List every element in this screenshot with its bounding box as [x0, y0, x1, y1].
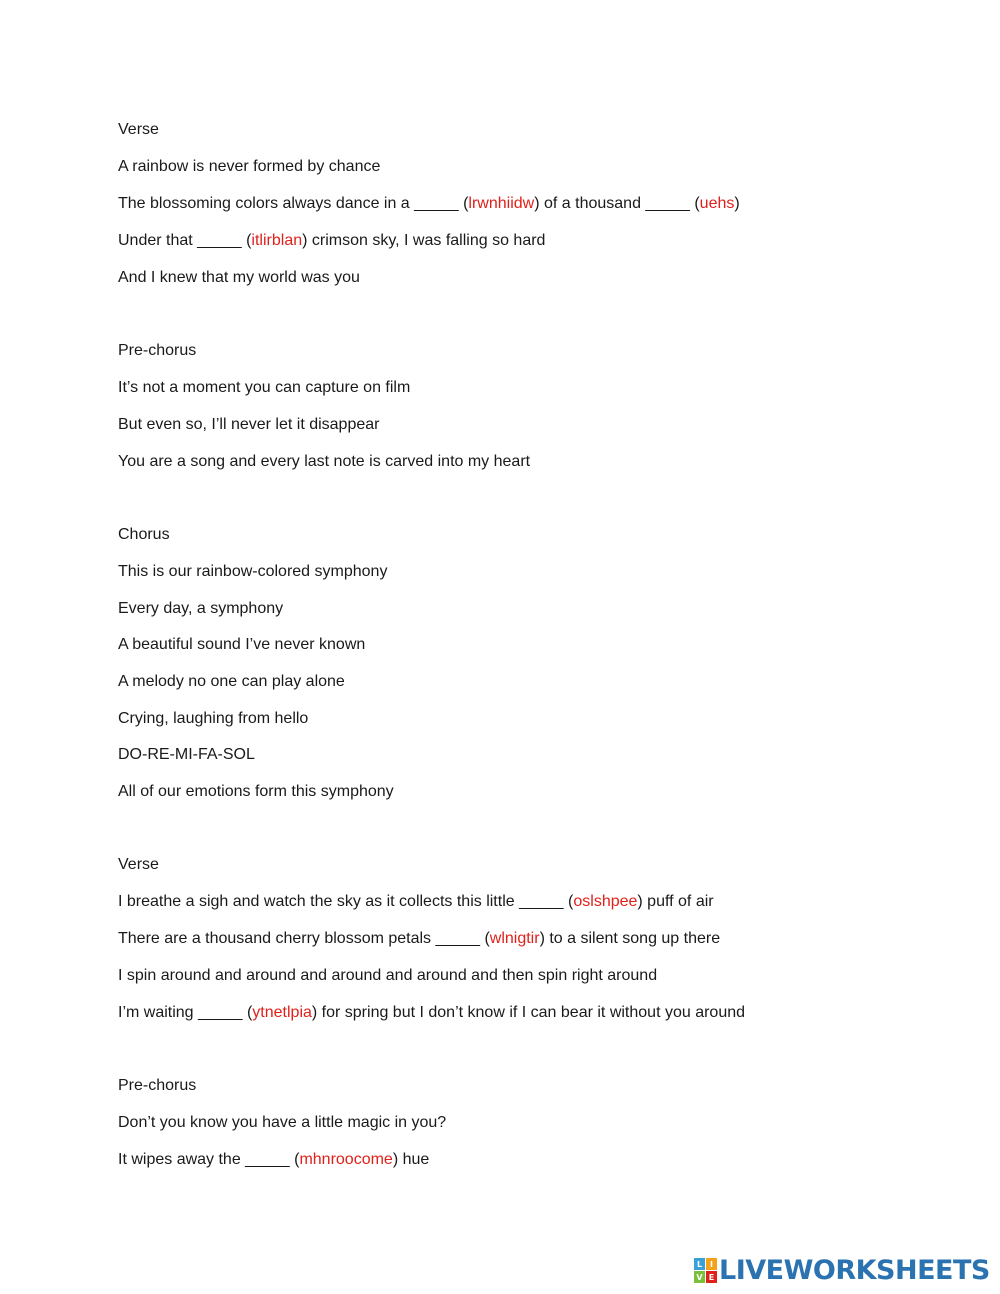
section-heading [118, 1076, 196, 1096]
section-heading [118, 341, 196, 361]
lyric-text: There are a thousand cherry blossom petals _____ ( [118, 930, 490, 947]
lyric-text: ) of a thousand _____ ( [534, 195, 700, 212]
lyric-line [118, 415, 379, 435]
lyric-text: ) for spring but I don’t know if I can bear it without you around [311, 1004, 746, 1021]
lyric-line [118, 635, 365, 655]
lyric-line [118, 1113, 446, 1133]
lyric-text: Pre-chorus [118, 1077, 197, 1094]
lyric-line [118, 599, 283, 619]
lyric-line [118, 709, 308, 729]
section-heading [118, 855, 159, 875]
logo-mark-cell: L [694, 1258, 705, 1270]
lyric-line [118, 782, 394, 802]
lyric-text: Verse [118, 856, 159, 873]
lyric-text: I spin around and around and around and around and then spin right around [118, 967, 658, 984]
lyric-text: The blossoming colors always dance in a _____ ( [118, 195, 469, 212]
section-heading [118, 525, 170, 545]
lyric-text: A beautiful sound I’ve never known [118, 636, 366, 653]
liveworksheets-mark-icon [694, 1258, 716, 1282]
lyric-line [118, 1003, 745, 1023]
lyric-text: Don’t you know you have a little magic in you? [118, 1114, 447, 1131]
lyric-text: A melody no one can play alone [118, 673, 345, 690]
lyric-text: Chorus [118, 526, 170, 543]
lyric-line [118, 672, 345, 692]
lyric-line [118, 157, 380, 177]
lyric-line [118, 268, 360, 288]
scrambled-word-hint: ytnetlpia [252, 1004, 312, 1021]
scrambled-word-hint: mhnroocome [299, 1151, 393, 1168]
logo-mark-cell: I [706, 1258, 717, 1270]
lyric-line [118, 892, 714, 912]
lyric-text: It wipes away the _____ ( [118, 1151, 300, 1168]
lyric-line [118, 966, 657, 986]
scrambled-word-hint: itlirblan [251, 232, 303, 249]
logo-mark-cell: E [706, 1271, 717, 1283]
lyric-line [118, 194, 740, 214]
lyric-line [118, 231, 545, 251]
lyric-line [118, 378, 410, 398]
lyric-text: All of our emotions form this symphony [118, 783, 394, 800]
lyric-text: DO-RE-MI-FA-SOL [118, 746, 255, 763]
scrambled-word-hint: wlnigtir [489, 930, 540, 947]
lyric-line [118, 1150, 429, 1170]
lyric-text: ) crimson sky, I was falling so hard [302, 232, 546, 249]
lyric-text: Verse [118, 121, 159, 138]
lyric-text: But even so, I’ll never let it disappear [118, 416, 380, 433]
lyric-text: Under that _____ ( [118, 232, 252, 249]
lyric-line [118, 929, 720, 949]
lyric-text: It’s not a moment you can capture on film [118, 379, 411, 396]
lyric-text: This is our rainbow-colored symphony [118, 563, 388, 580]
scrambled-word-hint: oslshpee [573, 893, 638, 910]
lyric-text: Crying, laughing from hello [118, 710, 309, 727]
lyric-text: I breathe a sigh and watch the sky as it collects this little _____ ( [118, 893, 574, 910]
lyric-text: I’m waiting _____ ( [118, 1004, 253, 1021]
logo-mark-cell: V [694, 1271, 705, 1283]
scrambled-word-hint: uehs [699, 195, 735, 212]
scrambled-word-hint: lrwnhiidw [468, 195, 535, 212]
lyric-text: Pre-chorus [118, 342, 197, 359]
lyric-text: Every day, a symphony [118, 600, 284, 617]
lyric-line [118, 562, 387, 582]
lyric-line [118, 452, 530, 472]
lyric-text: A rainbow is never formed by chance [118, 158, 381, 175]
lyric-text: ) to a silent song up there [539, 930, 721, 947]
lyric-text: And I knew that my world was you [118, 269, 360, 286]
section-heading [118, 120, 159, 140]
lyric-text: ) [734, 195, 740, 212]
logo-text: LIVEWORKSHEETS [719, 1254, 990, 1286]
lyric-text: ) hue [392, 1151, 430, 1168]
lyric-text: ) puff of air [637, 893, 714, 910]
lyric-text: You are a song and every last note is carved into my heart [118, 453, 531, 470]
liveworksheets-logo [694, 1254, 990, 1286]
lyric-line [118, 745, 255, 765]
